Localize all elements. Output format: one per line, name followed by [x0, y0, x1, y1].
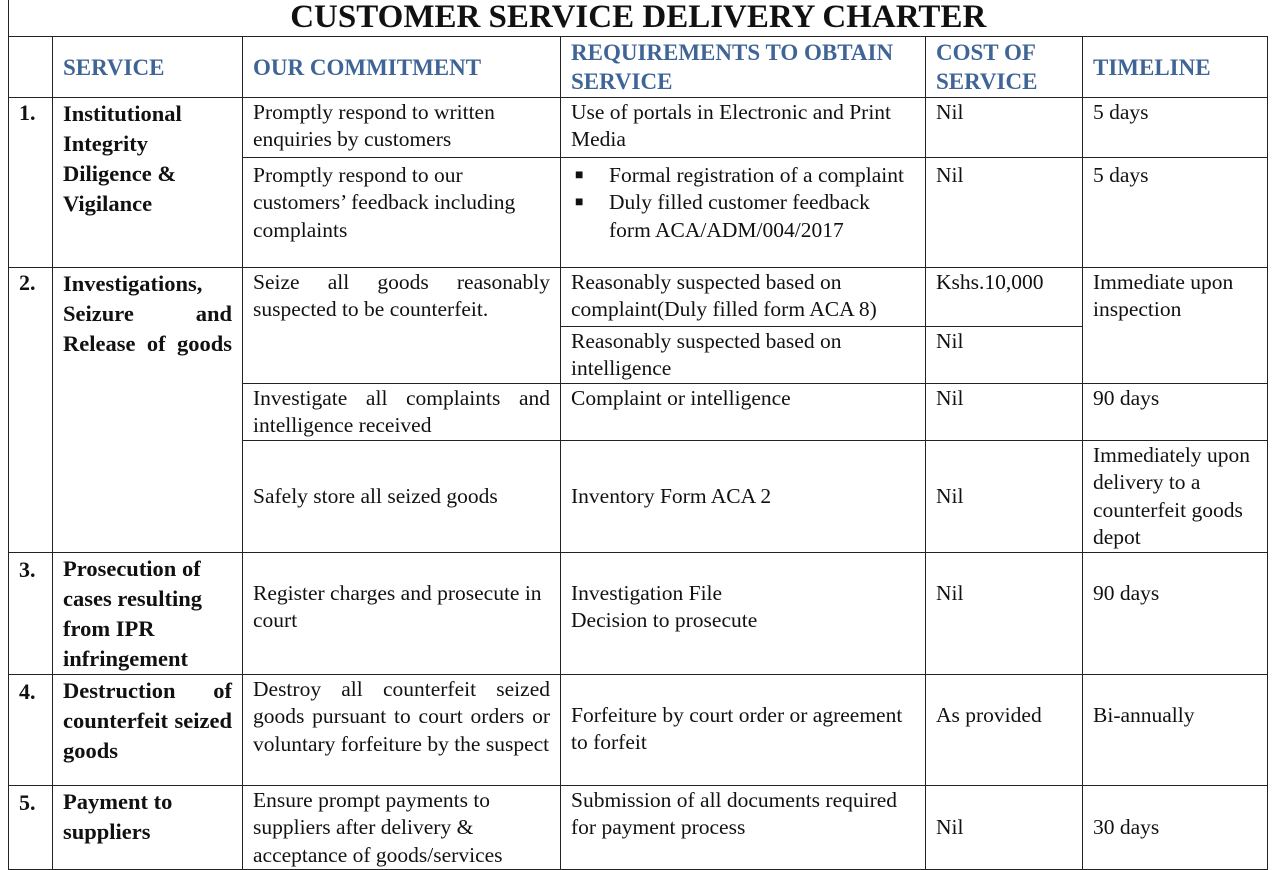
commitment-cell: Seize all goods reasonably suspected to be counterfeit. [243, 267, 561, 383]
requirements-cell: Complaint or intelligence [561, 383, 926, 440]
timeline-cell: 5 days [1083, 97, 1268, 157]
charter-table [8, 0, 1268, 870]
cost-cell: Nil [926, 440, 1083, 552]
row-number: 2. [9, 267, 53, 552]
requirements-list [571, 162, 915, 245]
header-number [9, 36, 53, 97]
cost-cell: Nil [926, 97, 1083, 157]
commitment-cell: Promptly respond to written enquiries by customers [243, 97, 561, 157]
cost-cell: Nil [926, 157, 1083, 267]
table-row [9, 267, 1268, 326]
list-item: ■ Duly filled customer feedback form ACA/ADM/004/2017 [575, 190, 870, 242]
header-service: SERVICE [53, 36, 243, 97]
timeline-cell: Bi-annually [1083, 674, 1268, 785]
table-row [9, 97, 1268, 157]
commitment-cell: Promptly respond to our customers’ feedback including complaints [243, 157, 561, 267]
timeline-cell: 5 days [1083, 157, 1268, 267]
requirements-cell: Forfeiture by court order or agreement to forfeit [561, 674, 926, 785]
commitment-cell: Investigate all complaints and intelligence received [243, 383, 561, 440]
row-number: 1. [9, 97, 53, 267]
requirement-line: Investigation File [571, 580, 723, 605]
requirements-cell: Submission of all documents required for payment process [561, 785, 926, 870]
cost-cell: Kshs.10,000 [926, 267, 1083, 326]
timeline-cell: 90 days [1083, 383, 1268, 440]
commitment-cell: Destroy all counterfeit seized goods pursuant to court orders or voluntary forfeiture by the suspect [243, 674, 561, 785]
timeline-cell: Immediately upon delivery to a counterfeit goods depot [1083, 440, 1268, 552]
cost-cell: Nil [926, 383, 1083, 440]
table-row [9, 785, 1268, 870]
service-name: Prosecution of cases resulting from IPR infringement [53, 552, 243, 674]
table-row [9, 674, 1268, 785]
service-name: Payment to suppliers [53, 785, 243, 870]
cost-cell: Nil [926, 552, 1083, 674]
requirements-cell [561, 157, 926, 267]
header-cost: COST OF SERVICE [926, 36, 1083, 97]
list-item: ■ Formal registration of a complaint [571, 162, 915, 190]
bullet-icon: ■ [575, 195, 584, 210]
timeline-cell: Immediate upon inspection [1083, 267, 1268, 383]
row-number: 5. [9, 785, 53, 870]
requirements-cell [561, 552, 926, 674]
timeline-cell: 90 days [1083, 552, 1268, 674]
header-timeline: TIMELINE [1083, 36, 1268, 97]
service-name: Investigations, Seizure and Release of goods [53, 267, 243, 552]
requirement-line: Decision to prosecute [571, 608, 758, 632]
service-name: Destruction of counterfeit seized goods [53, 674, 243, 785]
requirements-cell: Inventory Form ACA 2 [561, 440, 926, 552]
header-commitment: OUR COMMITMENT [243, 36, 561, 97]
cost-cell: Nil [926, 326, 1083, 383]
row-number: 3. [9, 552, 53, 674]
service-name: Institutional Integrity Diligence & Vigilance [53, 97, 243, 267]
requirements-cell: Reasonably suspected based on intelligence [561, 326, 926, 383]
table-row [9, 552, 1268, 674]
row-number: 4. [9, 674, 53, 785]
page-title: CUSTOMER SERVICE DELIVERY CHARTER [9, 0, 1268, 36]
commitment-cell: Register charges and prosecute in court [243, 552, 561, 674]
cost-cell: Nil [926, 785, 1083, 870]
header-requirements: REQUIREMENTS TO OBTAIN SERVICE [561, 36, 926, 97]
requirements-cell: Use of portals in Electronic and Print Media [561, 97, 926, 157]
cost-cell: As provided [926, 674, 1083, 785]
commitment-cell: Safely store all seized goods [243, 440, 561, 552]
commitment-cell: Ensure prompt payments to suppliers after delivery & acceptance of goods/services [243, 785, 561, 870]
requirements-cell: Reasonably suspected based on complaint(Duly filled form ACA 8) [561, 267, 926, 326]
timeline-cell: 30 days [1083, 785, 1268, 870]
bullet-icon: ■ [575, 167, 584, 183]
